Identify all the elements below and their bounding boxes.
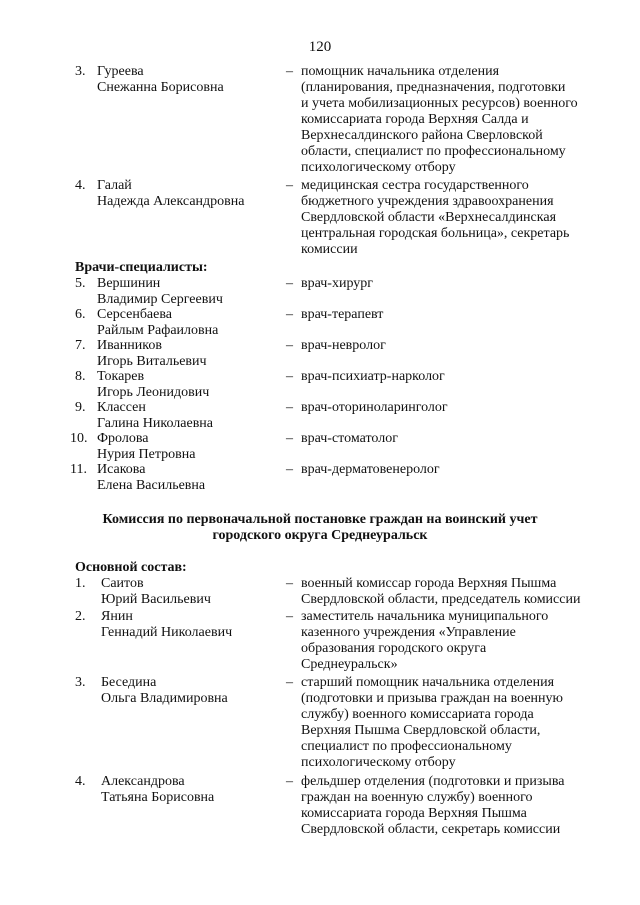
- page-number: 120: [308, 39, 332, 55]
- dash: –: [286, 369, 293, 384]
- person-name: Янин Геннадий Николаевич: [101, 609, 233, 640]
- position-description: заместитель начальника муниципального казенного учреждения «Управление образования городского округа Среднеуральск»: [301, 609, 549, 672]
- dash: –: [286, 307, 293, 322]
- item-number: 2.: [75, 609, 86, 624]
- position-description: врач-хирург: [301, 276, 374, 291]
- position-description: врач-психиатр-нарколог: [301, 369, 445, 384]
- item-number: 5.: [75, 276, 86, 291]
- dash: –: [286, 431, 293, 446]
- position-description: медицинская сестра государственного бюджетного учреждения здравоохранения Свердловской области «Верхнесалдинская центральная городская больница», секретарь комиссии: [301, 178, 570, 257]
- dash: –: [286, 64, 293, 79]
- person-name: Гуреева Снежанна Борисовна: [97, 64, 224, 95]
- dash: –: [286, 675, 293, 690]
- person-name: Иванников Игорь Витальевич: [97, 338, 207, 369]
- position-description: помощник начальника отделения (планирования, предназначения, подготовки и учета мобилизационных ресурсов) военного комиссариата города Верхняя Салда и Верхнесалдинского района Сверловской области, специалист по профессиональному психологическому отбору: [301, 64, 578, 175]
- item-number: 10.: [70, 431, 88, 446]
- person-name: Серсенбаева Райлым Рафаиловна: [97, 307, 219, 338]
- person-name: Беседина Ольга Владимировна: [101, 675, 228, 706]
- item-number: 1.: [75, 576, 86, 591]
- section-heading-main: Основной состав:: [75, 560, 187, 575]
- dash: –: [286, 400, 293, 415]
- person-name: Александрова Татьяна Борисовна: [101, 774, 215, 805]
- item-number: 4.: [75, 178, 86, 193]
- dash: –: [286, 576, 293, 591]
- section-heading-specialists: Врачи-специалисты:: [75, 260, 208, 275]
- person-name: Саитов Юрий Васильевич: [101, 576, 211, 607]
- person-name: Вершинин Владимир Сергеевич: [97, 276, 223, 307]
- position-description: врач-стоматолог: [301, 431, 398, 446]
- dash: –: [286, 462, 293, 477]
- item-number: 11.: [70, 462, 87, 477]
- commission-title: Комиссия по первоначальной постановке граждан на воинский учет городского округа Среднеуральск: [102, 512, 538, 543]
- position-description: фельдшер отделения (подготовки и призыва граждан на военную службу) военного комиссариата города Верхняя Пышма Свердловской области, секретарь комиссии: [301, 774, 565, 837]
- position-description: врач-дерматовенеролог: [301, 462, 440, 477]
- dash: –: [286, 609, 293, 624]
- dash: –: [286, 774, 293, 789]
- person-name: Токарев Игорь Леонидович: [97, 369, 210, 400]
- dash: –: [286, 178, 293, 193]
- person-name: Классен Галина Николаевна: [97, 400, 214, 431]
- position-description: старший помощник начальника отделения (подготовки и призыва граждан на военную службу) военного комиссариата города Верхняя Пышма Свердловской области, специалист по профессиональному психологическому отбору: [301, 675, 563, 770]
- person-name: Галай Надежда Александровна: [97, 178, 245, 209]
- item-number: 7.: [75, 338, 86, 353]
- item-number: 8.: [75, 369, 86, 384]
- position-description: военный комиссар города Верхняя Пышма Свердловской области, председатель комиссии: [301, 576, 581, 607]
- position-description: врач-терапевт: [301, 307, 384, 322]
- dash: –: [286, 276, 293, 291]
- item-number: 9.: [75, 400, 86, 415]
- item-number: 4.: [75, 774, 86, 789]
- position-description: врач-оториноларинголог: [301, 400, 448, 415]
- position-description: врач-невролог: [301, 338, 386, 353]
- dash: –: [286, 338, 293, 353]
- person-name: Исакова Елена Васильевна: [97, 462, 206, 493]
- item-number: 6.: [75, 307, 86, 322]
- item-number: 3.: [75, 675, 86, 690]
- item-number: 3.: [75, 64, 86, 79]
- person-name: Фролова Нурия Петровна: [97, 431, 196, 462]
